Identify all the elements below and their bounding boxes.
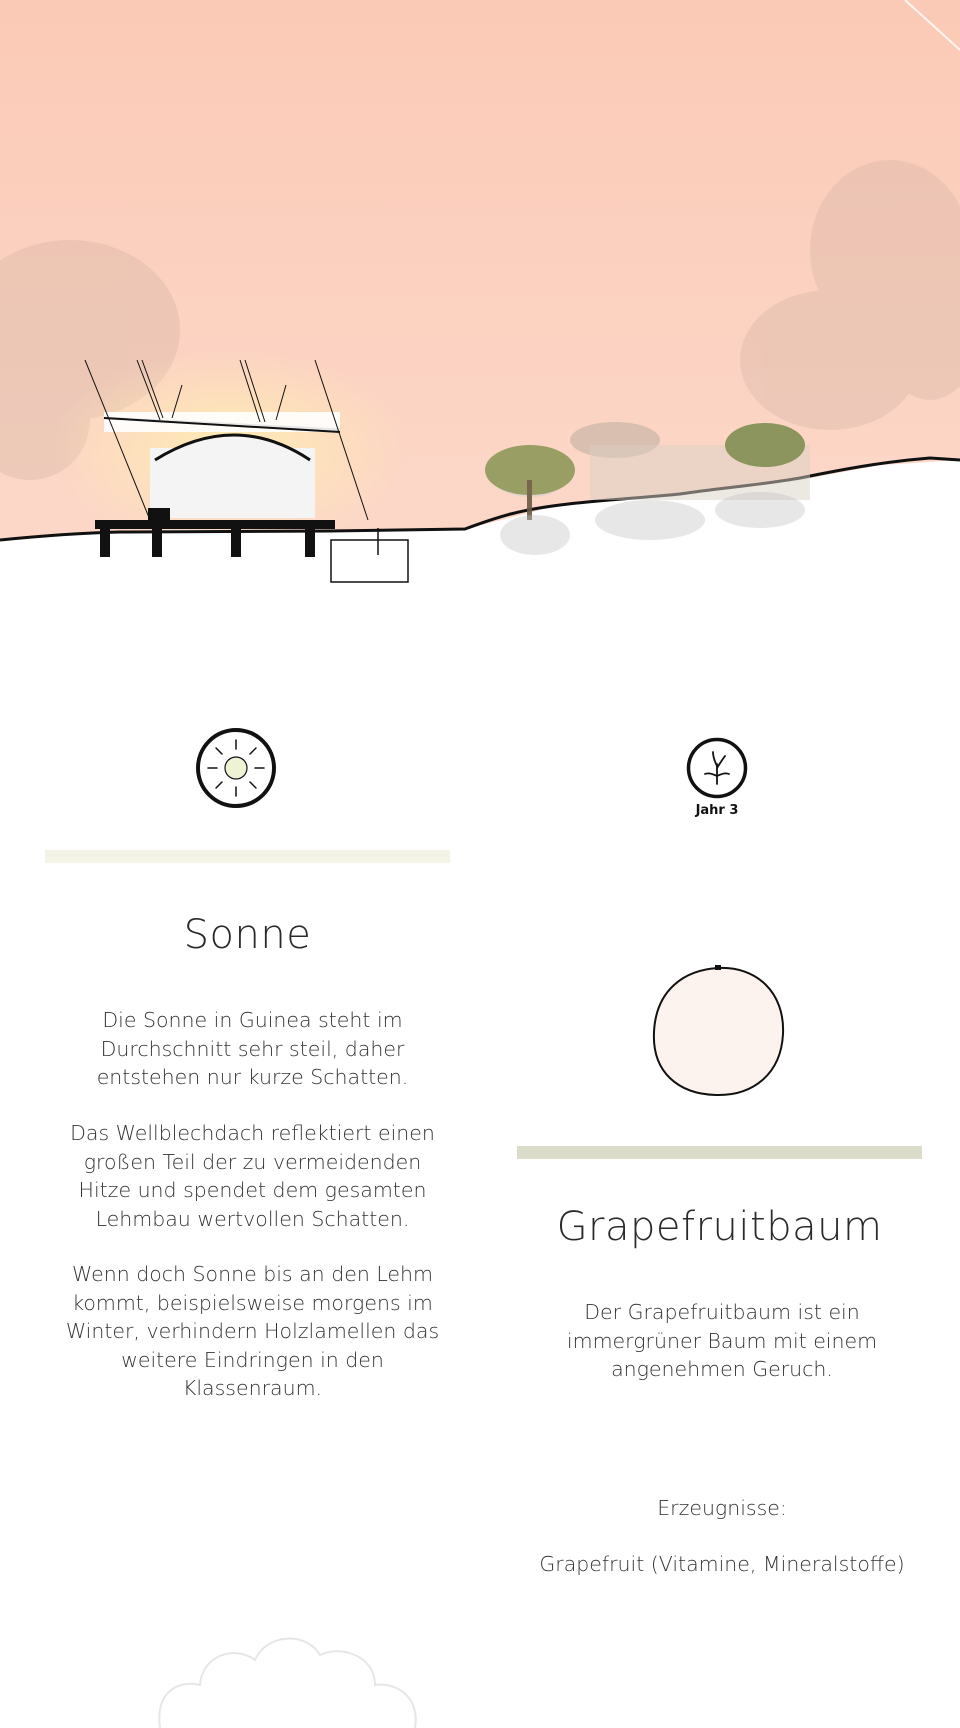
year-label: Jahr 3 (695, 803, 739, 818)
sun-icon (195, 727, 277, 809)
products-label: Erzeugnisse: (657, 1496, 787, 1520)
sonne-divider-bar (45, 850, 450, 863)
products-value: Grapefruit (Vitamine, Mineralstoffe) (539, 1552, 905, 1576)
grapefruit-description: Der Grapefruitbaum ist ein immergrüner Baum mit einem angenehmen Geruch. (566, 1300, 878, 1381)
decorative-tree-outline (140, 1600, 440, 1728)
section-illustration (0, 0, 960, 600)
sonne-paragraph-1: Die Sonne in Guinea steht im Durchschnitt sehr steil, daher entstehen nur kurze Schatten. (96, 1008, 409, 1089)
sprout-icon (685, 736, 749, 800)
grapefruit-divider-bar (517, 1146, 922, 1159)
sonne-paragraph-2: Das Wellblechdach reflektiert einen großen Teil der zu vermeidenden Hitze und spendet dem gesamten Lehmbau wertvollen Schatten. (70, 1121, 435, 1231)
grapefruit-icon (648, 962, 788, 1102)
grapefruit-title: Grapefruitbaum (556, 1204, 883, 1250)
sonne-title: Sonne (183, 912, 312, 958)
sonne-paragraph-3: Wenn doch Sonne bis an den Lehm kommt, beispielsweise morgens im Winter, verhindern Holzlamellen das weitere Eindringen in den Klassenraum. (65, 1262, 440, 1400)
